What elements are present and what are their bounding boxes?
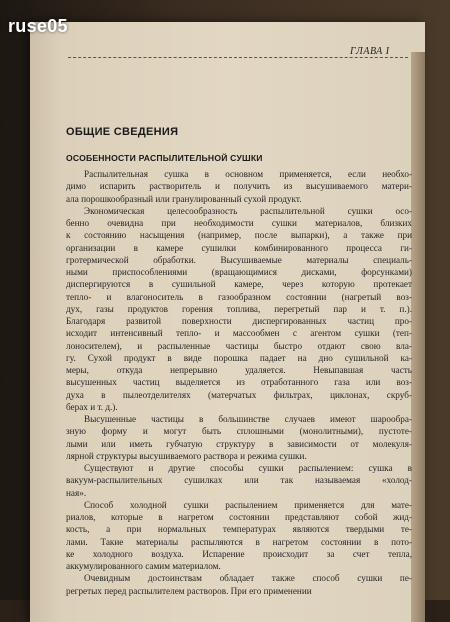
text-line: вакуум-распылительных сушилках или так называемая «холод- (66, 475, 412, 486)
text-line: лыми или иметь губчатую структуру в зависимости от молекуля- (66, 438, 412, 449)
text-line: высушенных частиц выделяется из отработанного газа или воз- (66, 377, 412, 388)
subsection-title: ОСОБЕННОСТИ РАСПЫЛИТЕЛЬНОЙ СУШКИ (66, 153, 263, 163)
text-line: зную форму и могут быть сплошными (монолитными), пустоте- (66, 426, 412, 437)
text-line: исходит интенсивный тепло- и массообмен с агентом сушки (теп- (66, 328, 412, 339)
text-line: гротермической обработки. Высушиваемые материалы специаль- (66, 254, 412, 265)
text-line: кость, а при нормальных температурах являются твердыми те- (66, 524, 412, 535)
text-line: Очевидным достоинствам обладает также способ сушки пе- (84, 573, 412, 584)
running-head: ГЛАВА I (350, 46, 390, 57)
text-line: ала порошкообразный или гранулированный сухой продукт. (66, 193, 302, 204)
text-line: риалов, которые в нагретом состоянии представляют собой жид- (66, 512, 412, 522)
text-line: Экономическая целесообразность распылительной сушки осо- (84, 205, 412, 216)
watermark-logo: ruse05 (8, 16, 68, 36)
text-line: димо испарить растворитель и получить из высушиваемого матери- (66, 181, 412, 192)
text-line: лярной структуры высушиваемого раствора и режима сушки. (66, 450, 307, 461)
text-line: тепло- и влагоноситель в газообразном состоянии (нагретый воз- (66, 291, 412, 302)
text-line: ная». (66, 487, 87, 498)
text-line: Благодаря развитой поверхности диспергированных частиц про- (66, 316, 412, 326)
body-text (66, 168, 412, 597)
text-line: лами. Такие материалы распыляются в нагретом состоянии в пото- (66, 536, 412, 547)
text-line: организации в камере сушилки комбинированного процесса ги- (66, 242, 412, 253)
text-line: диспергируются в сушильной камере, через которую протекает (66, 279, 412, 290)
paragraph (66, 462, 412, 499)
running-head-rule (68, 57, 408, 58)
text-line: Распылительная сушка в основном применяется, если необхо- (84, 169, 412, 179)
text-line: Высушенные частицы в большинстве случаев имеют шарообра- (84, 414, 412, 424)
text-line: к состоянию насыщения (например, после выпарки), а также при (66, 230, 412, 241)
text-line: духа в пылеотделителях (матерчатых фильтрах, циклонах, скруб- (66, 389, 412, 400)
paragraph (66, 168, 412, 205)
text-line: аккумулированного самим материалом. (66, 561, 221, 571)
text-line: дух, газы продуктов горения топлива, перегретый пар и т. п.). (66, 303, 412, 314)
text-line: Существуют и другие способы сушки распылением: сушка в (84, 463, 412, 473)
paragraph (66, 499, 412, 573)
text-line: ными приспособлениями (вращающимися дисками, форсунками) (66, 267, 412, 277)
paragraph (66, 205, 412, 413)
paragraph (66, 572, 412, 597)
text-line: регретых перед распылителем растворов. При его применении (66, 585, 312, 596)
text-line: Способ холодной сушки распылением применяется для мате- (84, 499, 412, 510)
text-line: берах и т. д.). (66, 401, 118, 412)
text-line: гу. Сухой продукт в виде порошка падает на дно сушильной ка- (66, 352, 412, 363)
text-line: меры, откуда непрерывно удаляется. Невыпавшая часть (66, 365, 412, 375)
section-title: ОБЩИЕ СВЕДЕНИЯ (66, 126, 179, 138)
text-line: лоносителем), и распыленные частицы быстро отдают свою вла- (66, 340, 412, 351)
paragraph (66, 413, 412, 462)
text-line: ке холодного воздуха. Испарение происходит за счет тепла, (66, 548, 412, 559)
page-edge (411, 52, 425, 622)
text-line: бенно очевидна при необходимости сушки материалов, близких (66, 218, 412, 228)
